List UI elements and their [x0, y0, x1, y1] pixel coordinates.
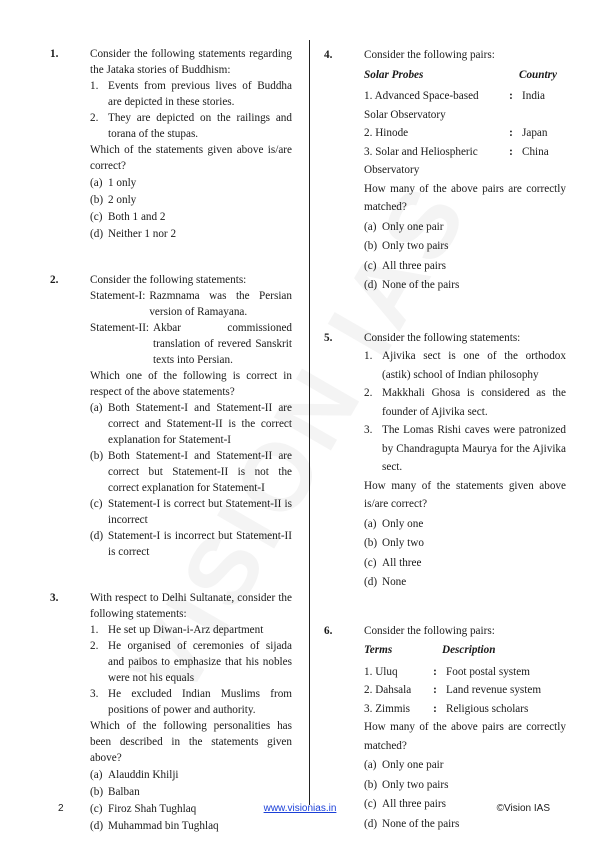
option-b: (b) Only two pairs: [364, 778, 449, 791]
statement-item: 2. He organised of ceremonies of sijada and paibos to emphasize that his nobles were not his equals: [90, 640, 292, 684]
pair-row: 3. Solar and Heliospheric : China: [364, 145, 549, 158]
pair-header: Terms Description: [364, 644, 496, 656]
pair-row: 2. Hinode : Japan: [364, 127, 548, 139]
question-intro: Consider the following statements:: [90, 274, 247, 286]
statement-1: Statement-I: Razmnama was the Persian version of Ramayana.: [90, 290, 292, 318]
question-3: [50, 590, 292, 834]
question-intro: Consider the following pairs:: [364, 624, 495, 637]
left-column: [50, 46, 292, 862]
statement-item: 3. He excluded Indian Muslims from positions of power and authority.: [90, 688, 292, 716]
option-d: (d) None of the pairs: [364, 817, 460, 830]
option-a: (a) Only one pair: [364, 220, 444, 233]
option-d: (d) None of the pairs: [364, 279, 460, 291]
question-2: [50, 272, 292, 560]
statement-item: 2. Makkhali Ghosa is considered as the founder of Ajivika sect.: [364, 387, 566, 418]
question-text: Which of the statements given above is/are correct?: [90, 144, 292, 172]
question-text: Which one of the following is correct in respect of the above statements?: [90, 370, 292, 398]
option-c: (c) Statement-I is correct but Statement-II is incorrect: [90, 498, 292, 526]
option-a: (a) Alauddin Khilji: [90, 769, 179, 781]
statement-item: 3. The Lomas Rishi caves were patronized by Chandragupta Maurya for the Ajivika sect.: [364, 424, 566, 473]
option-b: (b) Only two pairs: [364, 240, 449, 252]
pair-row: 2. Dahsala : Land revenue system: [364, 684, 542, 696]
question-number: 1.: [50, 48, 59, 60]
option-a: (a) 1 only: [90, 177, 137, 189]
question-intro: With respect to Delhi Sultanate, consider the following statements:: [90, 592, 292, 620]
copyright: ©Vision IAS: [496, 803, 550, 814]
option-c: (c) All three pairs: [364, 798, 446, 810]
question-text: How many of the above pairs are correctly matched?: [364, 721, 566, 752]
question-text: Which of the following personalities has been described in the statements given above?: [90, 720, 292, 764]
question-text: How many of the statements given above is/are correct?: [364, 479, 566, 510]
question-number: 3.: [50, 592, 59, 604]
question-intro: Consider the following statements:: [364, 331, 521, 344]
option-b: (b) Balban: [90, 786, 140, 798]
option-b: (b) Both Statement-I and Statement-II are correct but Statement-II is not the correct explanation for Statement-I: [90, 450, 292, 494]
question-number: 4.: [324, 49, 333, 61]
option-c: (c) Firoz Shah Tughlaq: [90, 803, 197, 815]
statement-2: Statement-II: Akbar commissioned translation of revered Sanskrit texts into Persian.: [90, 322, 292, 366]
statement-item: 1. He set up Diwan-i-Arz department: [90, 624, 264, 636]
option-c: (c) Both 1 and 2: [90, 211, 166, 223]
website-link[interactable]: www.visionias.in: [263, 803, 337, 814]
option-a: (a) Only one pair: [364, 759, 444, 771]
statement-item: 1. Ajivika sect is one of the orthodox (astik) school of Indian philosophy: [364, 350, 566, 381]
page-number: 2: [58, 803, 64, 814]
question-6: [324, 622, 566, 834]
pair-header: Solar Probes Country: [364, 68, 557, 81]
option-a: (a) Both Statement-I and Statement-II are correct and Statement-II is the correct explanation for Statement-I: [90, 402, 292, 446]
option-d: (d) Muhammad bin Tughlaq: [90, 820, 219, 832]
statement-item: 2. They are depicted on the railings and torana of the stupas.: [90, 112, 292, 140]
option-b: (b) Only two: [364, 537, 424, 549]
question-number: 6.: [324, 624, 333, 637]
question-number: 5.: [324, 331, 333, 344]
option-d: (d) None: [364, 576, 407, 588]
option-d: (d) Neither 1 nor 2: [90, 228, 177, 240]
option-a: (a) Only one: [364, 517, 424, 530]
question-intro: Consider the following pairs:: [364, 49, 495, 61]
option-d: (d) Statement-I is incorrect but Statement-II is correct: [90, 530, 292, 558]
column-divider: [309, 40, 310, 805]
question-1: [50, 46, 292, 242]
statement-item: 1. Events from previous lives of Buddha are depicted in these stories.: [90, 80, 292, 108]
option-b: (b) 2 only: [90, 194, 137, 206]
question-intro: Consider the following statements regarding the Jataka stories of Buddhism:: [90, 48, 292, 76]
pair-row: 1. Advanced Space-based : India: [364, 90, 545, 102]
pair-row-continued: Observatory: [364, 164, 420, 176]
pair-row: 3. Zimmis : Religious scholars: [364, 702, 529, 715]
pair-row: 1. Uluq : Foot postal system: [364, 665, 530, 678]
right-column: [324, 46, 566, 834]
pair-row-continued: Solar Observatory: [364, 108, 446, 121]
question-5: [324, 329, 566, 592]
option-c: (c) All three: [364, 556, 422, 569]
option-c: (c) All three pairs: [364, 259, 446, 272]
question-text: How many of the above pairs are correctly matched?: [364, 182, 566, 213]
question-number: 2.: [50, 274, 59, 286]
question-4: [324, 46, 566, 295]
